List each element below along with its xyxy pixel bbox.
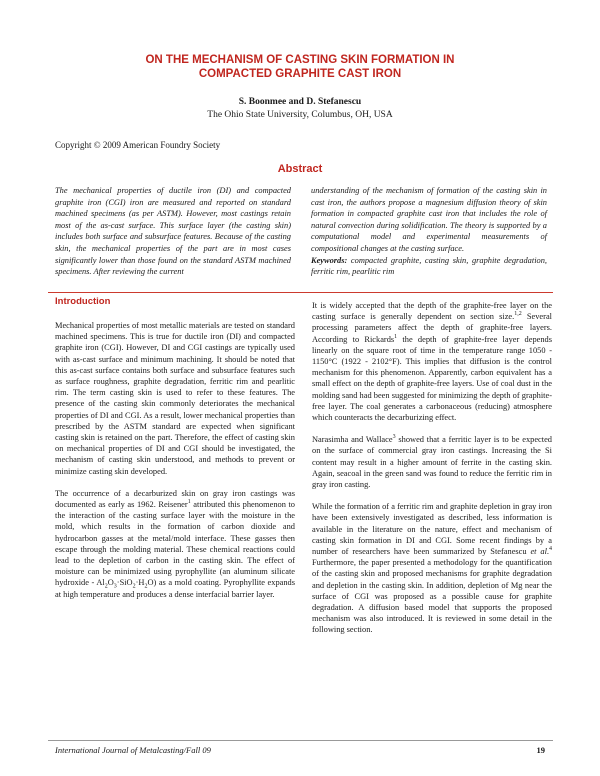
abstract-column-left <box>55 185 291 278</box>
body-column-left <box>55 296 295 611</box>
abstract-text-right: understanding of the mechanism of formation of the casting skin in cast iron, the authors propose a magnesium diffusion theory of skin formation in compacted graphite cast iron that includes the role of natural convection during solidification. The theory is supported by a computational model and experimental measurements of compositional changes at the casting surface. <box>311 186 547 253</box>
text-run: attributed this phenomenon to the interaction of the casting surface layer with the moisture in the mold, which results in the formation of carbon dioxide and hydrocarbon gasses at the metal/mold interface. These gasses then escape through the molding material. These chemical reactions could lead to the depletion of carbon in the casting skin. The effect of moisture can be minimized using pyrophyllite (an aluminum silicate hydroxide - Al <box>55 500 295 588</box>
copyright-notice: Copyright © 2009 American Foundry Society <box>55 140 221 150</box>
text-run: Narasimha and Wallace <box>312 435 393 445</box>
formula-part: O <box>147 578 154 588</box>
text-run: The occurrence of a decarburized skin on gray iron castings was documented as early as 1962. Reisener <box>55 488 295 510</box>
authors: S. Boonmee and D. Stefanescu <box>238 97 362 107</box>
citation: 4 <box>549 546 553 553</box>
title-line-2: COMPACTED GRAPHITE CAST IRON <box>198 68 402 80</box>
citation: 1 <box>394 333 398 340</box>
right-paragraph-3 <box>312 501 552 635</box>
citation: 1 <box>187 499 191 506</box>
text-run: the depth of graphite-free layer depends linearly on the square root of time in the temperature range 1050 - 1150°C (1922 - 2102°F). This implies that diffusion is the control mechanism for this phenomenon. Apparently, carbon equivalent has a small effect on the depth of graphite-free layers. Use of coal dust in the molding sand had been suggested for minimizing the depth of graphite-free layer. The coal generates a carbonaceous (reducing) atmosphere which counteracts the decarburizing effect. <box>312 334 552 423</box>
text-run: While the formation of a ferritic rim and graphite depletion in gray iron have been extensively investigated as described, less information is available in the literature on the nature, effect and mechanism of casting skin formation in DI and CGI. Some recent findings by a number of researchers have been summarized by Stefanescu <box>312 502 552 557</box>
keywords-list: compacted graphite, casting skin, graphite degradation, ferritic rim, pearlitic rim <box>311 255 547 277</box>
text-run: It is widely accepted that the depth of the graphite-free layer on the casting surface is generally dependent on section size. <box>312 301 552 322</box>
subscript: 2 <box>132 584 136 591</box>
formula-part: ·SiO <box>116 578 133 588</box>
introduction-heading: Introduction <box>55 296 111 307</box>
footer-divider <box>48 740 553 741</box>
abstract-column-right <box>311 185 547 278</box>
text-run: . <box>546 547 550 557</box>
intro-paragraph-1: Mechanical properties of most metallic materials are tested on standard machined specimens. This is true for ductile iron (DI) and compacted graphite iron (CGI). However, DI and CGI castings are typically used with as-cast surface and minimum machining. It should be noted that this as-cast surface contains both surface and subsurface features such as surface roughness, graphite degradation, ferritic rim and pearlitic rim. The term casting skin is used to refer to these features. The presence of the casting skin commonly deteriorates the mechanical properties of DI and CGI. As a result, lower mechanical properties than prescribed by the ASTM standard are expected when significant casting skin is retained on the part. Therefore, the effect of casting skin on mechanical properties of DI and CGI should be investigated, the mechanism of casting skin understood, and methods to prevent or minimize casting skin developed. <box>55 321 295 476</box>
body-column-right <box>312 300 552 647</box>
affiliation: The Ohio State University, Columbus, OH, USA <box>207 110 393 120</box>
paper-title <box>60 53 540 81</box>
title-line-1: ON THE MECHANISM OF CASTING SKIN FORMATION IN <box>145 54 455 66</box>
subscript: 2 <box>104 584 108 591</box>
et-al: et al <box>530 547 547 557</box>
intro-paragraph-2 <box>55 488 295 600</box>
text-run: Furthermore, the paper presented a methodology for the quantification of the casting skin and proposed mechanisms for graphite degradation and depletion in the casting skin. In addition, depletion of Mg near the surface of CGI was proposed as a possible cause for graphite degradation. A diffusion based model that supports the proposed mechanism was also introduced. It is reviewed in some detail in the following section. <box>312 558 552 635</box>
subscript: 2 <box>144 584 148 591</box>
section-divider <box>48 292 553 293</box>
text-run: ) as a mold coating. Pyrophyllite expands at high temperature and produces a dense interfacial barrier layer. <box>55 578 295 599</box>
right-paragraph-1 <box>312 300 552 423</box>
abstract-heading: Abstract <box>277 163 323 175</box>
keywords-label: Keywords: <box>311 255 348 265</box>
text-run: Several processing parameters affect the depth of graphite-free layers. According to Rickards <box>312 312 552 344</box>
keywords <box>311 255 547 278</box>
formula-part: ·H <box>135 578 145 588</box>
page-number: 19 <box>536 745 545 755</box>
text-run: showed that a ferritic layer is to be expected on the surface of commercial gray iron castings. Increasing the Si content may result in a higher amount of ferrite in the casting skin. Again, seacoal in the green sand was found to reduce the ferritic rim in gray iron casting. <box>312 435 552 490</box>
formula-part: O <box>107 578 114 588</box>
right-paragraph-2 <box>312 434 552 490</box>
citation: 3 <box>392 434 396 441</box>
abstract-text-left: The mechanical properties of ductile iron (DI) and compacted graphite iron (CGI) iron are measured and reported on standard machined specimens (as per ASTM). However, most castings retain most of the as-cast surface. This surface layer (the casting skin) includes both surface and subsurface features. Because of the casting skin, the mechanical properties of the part are in most cases significantly lower than those found on the standard ASTM machined specimens. After reviewing the current <box>55 186 291 277</box>
footer-journal: International Journal of Metalcasting/Fall 09 <box>55 745 211 755</box>
citation: 1,2 <box>514 311 522 318</box>
subscript: 3 <box>113 584 117 591</box>
